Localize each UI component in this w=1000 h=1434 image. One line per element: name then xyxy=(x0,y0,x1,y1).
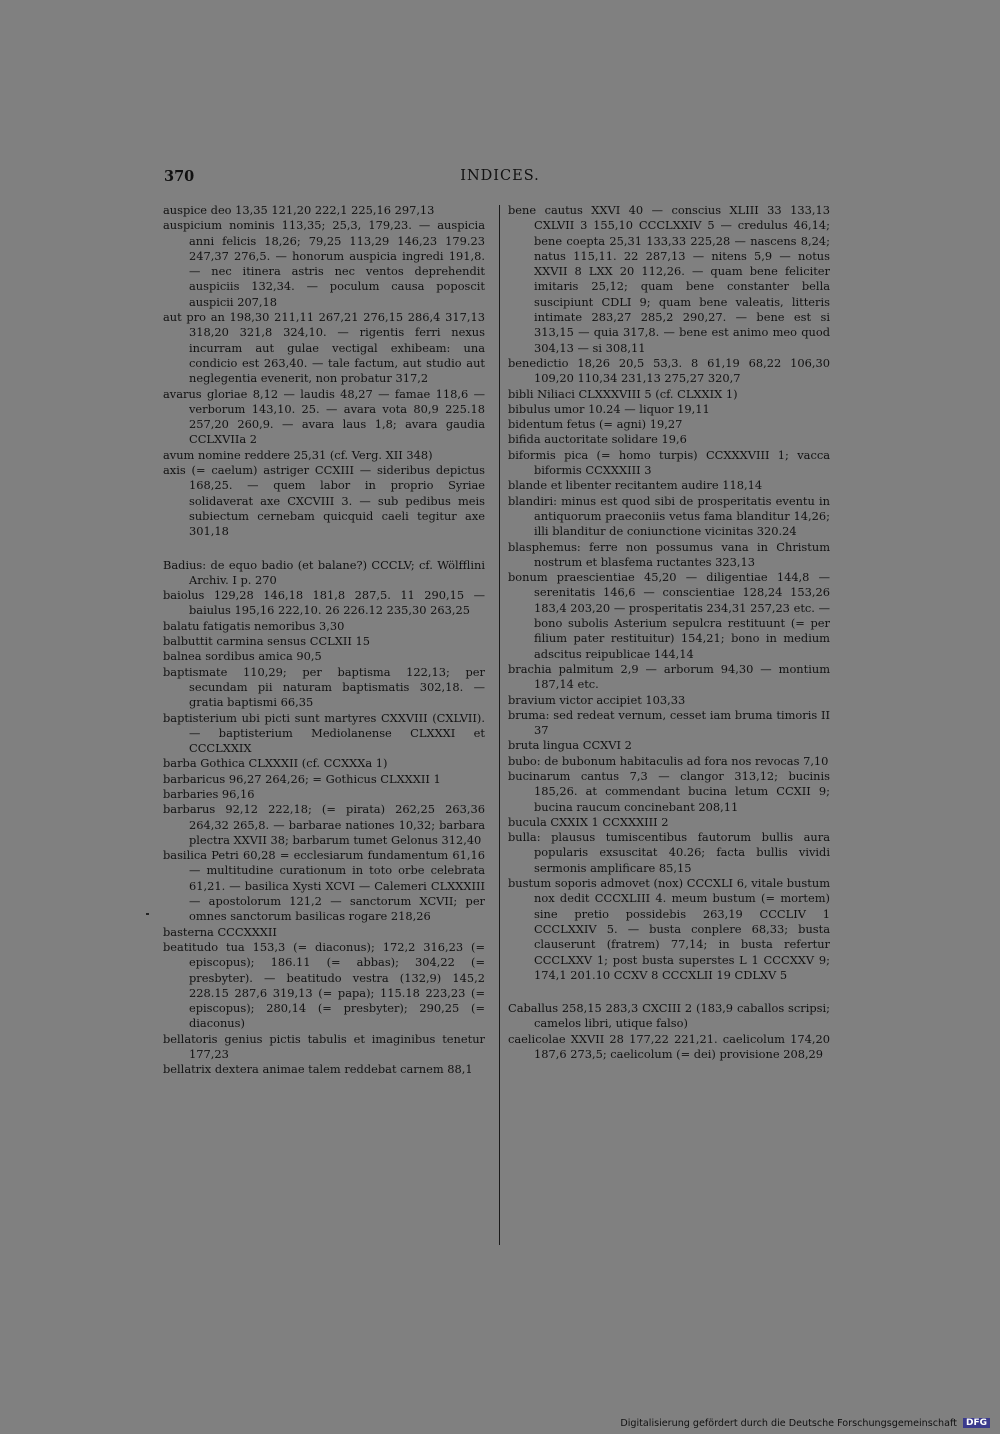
index-entry: baptisterium ubi picti sunt martyres CXXVIII (CXLVII). — baptisterium Mediolanense CLXXXI et CCCLXXIX xyxy=(163,710,485,756)
index-entry: biformis pica (= homo turpis) CCXXXVIII 1; vacca biformis CCXXXIII 3 xyxy=(508,447,830,478)
index-entry: bucinarum cantus 7,3 — clangor 313,12; bucinis 185,26. at commendant bucina letum CCXII 9; bucina raucum concinebant 208,11 xyxy=(508,768,830,814)
index-entry: caelicolae XXVII 28 177,22 221,21. caelicolum 174,20 187,6 273,5; caelicolum (= dei) provisione 208,29 xyxy=(508,1031,830,1062)
index-entry: bellatoris genius pictis tabulis et imaginibus tenetur 177,23 xyxy=(163,1031,485,1062)
index-entry: bulla: plausus tumiscentibus fautorum bullis aura popularis exsuscitat 40.26; facta bullis vividi sermonis amplificare 85,15 xyxy=(508,830,830,875)
margin-mark xyxy=(146,913,149,915)
index-entry: Caballus 258,15 283,3 CXCIII 2 (183,9 caballos scripsi; camelos libri, utique falso) xyxy=(508,1001,830,1031)
index-entry: barbaries 96,16 xyxy=(163,786,255,801)
index-entry: avarus gloriae 8,12 — laudis 48,27 — famae 118,6 — verborum 143,10. 25. — avara vota 80,9 225.18 257,20 260,9. — avara laus 1,8; avara gaudia CCLXVIIa 2 xyxy=(163,386,485,447)
footer xyxy=(0,1418,990,1432)
index-entry: barbarus 92,12 222,18; (= pirata) 262,25 263,36 264,32 265,8. — barbarae nationes 10,32; barbara plectra XXVII 38; barbarum tumet Gelonus 312,40 xyxy=(163,802,485,847)
index-entry: blande et libenter recitantem audire 118,14 xyxy=(508,478,763,493)
page-number: 370 xyxy=(164,168,195,185)
index-entry: baptismate 110,29; per baptisma 122,13; per secundam pii naturam baptismatis 302,18. — gratia baptismi 66,35 xyxy=(163,664,485,710)
index-entry: auspicium nominis 113,35; 25,3, 179,23. — auspicia anni felicis 18,26; 79,25 113,29 146,23 179.23 247,37 276,5. — honorum auspicia ingredi 191,8. — nec itinera astris nec ventos deprehendit auspiciis 132,34. — poculum causa poposcit auspicii 207,18 xyxy=(163,218,485,309)
index-entry: balatu fatigatis nemoribus 3,30 xyxy=(163,618,345,633)
index-entry: bucula CXXIX 1 CCXXXIII 2 xyxy=(508,814,669,829)
index-entry: basilica Petri 60,28 = ecclesiarum fundamentum 61,16 — multitudine curationum in toto orbe celebrata 61,21. — basilica Xysti XCVI — Calemeri CLXXXIII — apostolorum 121,2 — sanctorum XCVII; per omnes sanctorum basilicas rogare 218,26 xyxy=(163,848,485,924)
footer-text: Digitalisierung gefördert durch die Deutsche Forschungsgemeinschaft xyxy=(620,1418,957,1429)
index-entry: avum nomine reddere 25,31 (cf. Verg. XII 348) xyxy=(163,447,433,462)
index-entry: bustum soporis admovet (nox) CCCXLI 6, vitale bustum nox dedit CCCXLIII 4. meum bustum (= mortem) sine pretio possidebis 263,19 CCCLIV 1 CCCLXXIV 5. — busta conplere 68,33; busta clauserunt (fratrem) 77,14; in busta refertur CCCLXXV 1; post busta superstes L 1 CCCXXV 9; 174,1 201.10 CCXV 8 CCCXLII 19 CDLXV 5 xyxy=(508,876,830,982)
left-column xyxy=(163,203,485,1078)
index-entry: basterna CCCXXXII xyxy=(163,924,277,939)
index-entry: Badius: de equo badio (et balane?) CCCLV; cf. Wölfflini Archiv. I p. 270 xyxy=(163,557,485,587)
index-entry: auspice deo 13,35 121,20 222,1 225,16 297,13 xyxy=(163,203,435,217)
index-entry: bruta lingua CCXVI 2 xyxy=(508,738,632,753)
index-entry: bubo: de bubonum habitaculis ad fora nos revocas 7,10 xyxy=(508,753,829,768)
index-entry: bonum praescientiae 45,20 — diligentiae 144,8 — serenitatis 146,6 — conscientiae 128,24 153,26 183,4 203,20 — prosperitatis 234,31 257,23 etc. — bono subolis Asterium sepulcra restituunt (= per filium pater restituitur) 154,21; bono in medium adscitus reipublicae 144,14 xyxy=(508,570,830,661)
index-entry: barbaricus 96,27 264,26; = Gothicus CLXXXII 1 xyxy=(163,771,441,786)
index-entry: balbuttit carmina sensus CCLXII 15 xyxy=(163,634,370,649)
index-entry: benedictio 18,26 20,5 53,3. 8 61,19 68,22 106,30 109,20 110,34 231,13 275,27 320,7 xyxy=(508,355,830,386)
index-entry: blasphemus: ferre non possumus vana in Christum nostrum et blasfema ructantes 323,13 xyxy=(508,539,830,569)
index-entry: bibli Niliaci CLXXXVIII 5 (cf. CLXXIX 1) xyxy=(508,386,738,401)
index-entry: bene cautus XXVI 40 — conscius XLIII 33 133,13 CXLVII 3 155,10 CCCLXXIV 5 — credulus 46,14; bene coepta 25,31 133,33 225,28 — nascens 8,24; natus 115,11. 22 287,13 — nitens 5,9 — notus XXVII 8 LXX 20 112,26. — quam bene feliciter imitaris 25,12; quam bene constanter bella suscipiunt CDLI 9; quam bene valeatis, litteris intimate 283,27 285,2 290,27. — bene est si 313,15 — quia 317,8. — bene est animo meo quod 304,13 — si 308,11 xyxy=(508,203,830,355)
index-entry: bruma: sed redeat vernum, cesset iam bruma timoris II 37 xyxy=(508,707,830,738)
index-entry: beatitudo tua 153,3 (= diaconus); 172,2 316,23 (= episcopus); 186.11 (= abbas); 304,22 (= presbyter). — beatitudo vestra (132,9) 145,2 228.15 287,6 319,13 (= papa); 115.18 223,23 (= episcopus); 280,14 (= presbyter); 290,25 (= diaconus) xyxy=(163,939,485,1031)
index-entry: barba Gothica CLXXXII (cf. CCXXXa 1) xyxy=(163,756,388,771)
index-entry: bifida auctoritate solidare 19,6 xyxy=(508,432,687,447)
index-entry: brachia palmitum 2,9 — arborum 94,30 — montium 187,14 etc. xyxy=(508,661,830,692)
index-entry: blandiri: minus est quod sibi de prosperitatis eventu in antiquorum praeconiis vetus fama blanditur 14,26; illi blanditur de coniunctione vicinitas 320.24 xyxy=(508,493,830,539)
section-gap xyxy=(163,540,485,558)
column-divider xyxy=(499,205,500,1245)
index-entry: bidentum fetus (= agni) 19,27 xyxy=(508,417,683,432)
index-entry: bellatrix dextera animae talem reddebat carnem 88,1 xyxy=(163,1062,473,1077)
dfg-logo: DFG xyxy=(963,1418,990,1428)
index-entry: axis (= caelum) astriger CCXIII — sideribus depictus 168,25. — quem labor in proprio Syriae solidaverat axe CXCVIII 3. — sub pedibus meis subiectum cernebam quicquid caeli tegitur axe 301,18 xyxy=(163,463,485,539)
index-entry: aut pro an 198,30 211,11 267,21 276,15 286,4 317,13 318,20 321,8 324,10. — rigentis ferri nexus incurram aut gulae vectigal exhibeam: una condicio est 263,40. — tale factum, aut studio aut neglegentia evenerit, non probatur 317,2 xyxy=(163,310,485,386)
index-entry: bibulus umor 10.24 — liquor 19,11 xyxy=(508,401,710,416)
index-entry: baiolus 129,28 146,18 181,8 287,5. 11 290,15 — baiulus 195,16 222,10. 26 226.12 235,30 263,25 xyxy=(163,588,485,618)
running-head: INDICES. xyxy=(460,168,540,184)
section-gap xyxy=(508,983,830,1001)
page-header xyxy=(0,168,1000,192)
right-column xyxy=(508,203,830,1062)
index-entry: balnea sordibus amica 90,5 xyxy=(163,649,322,664)
index-entry: bravium victor accipiet 103,33 xyxy=(508,692,686,707)
